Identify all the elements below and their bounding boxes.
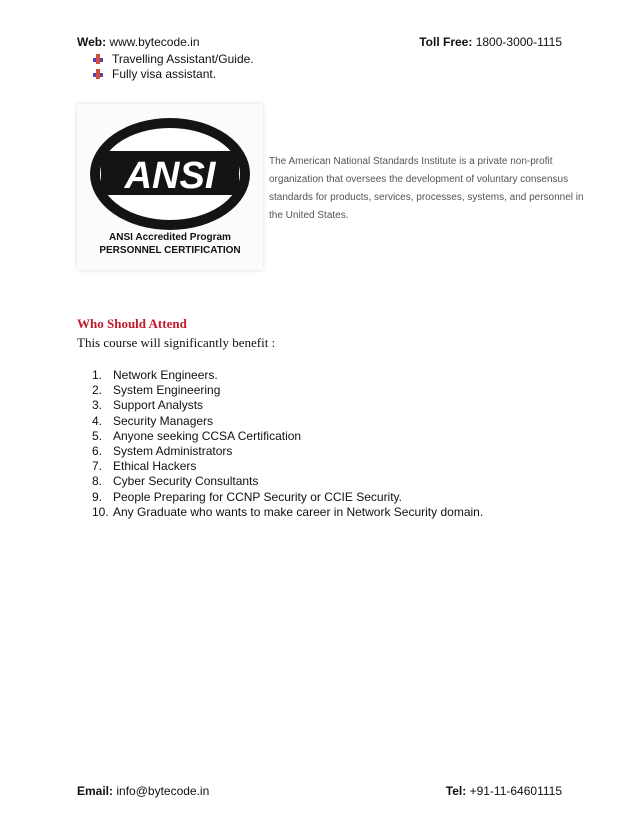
list-item xyxy=(92,398,483,413)
tel-number: +91-11-64601115 xyxy=(469,784,562,798)
bullet-item xyxy=(93,67,216,81)
logo-line1: ANSI Accredited Program xyxy=(109,232,231,243)
footer-tel xyxy=(446,784,562,798)
list-item-number: 9. xyxy=(92,489,103,504)
tel-label: Tel: xyxy=(445,784,467,798)
bullet-text: Fully visa assistant. xyxy=(112,67,217,81)
bullet-item xyxy=(93,52,254,66)
list-item xyxy=(92,414,483,429)
list-item-text: Network Engineers. xyxy=(113,368,218,382)
ansi-logo xyxy=(77,104,263,270)
list-item xyxy=(92,505,483,520)
list-item-text: System Engineering xyxy=(113,383,221,398)
list-item-text: Any Graduate who wants to make career in Network Security domain. xyxy=(113,504,484,519)
logo-line2: PERSONNEL CERTIFICATION xyxy=(99,245,241,256)
web-link[interactable]: www.bytecode.in xyxy=(109,35,200,49)
footer-email xyxy=(77,784,209,798)
ansi-logo-graphic xyxy=(77,104,263,270)
list-item xyxy=(92,383,483,398)
list-item xyxy=(92,368,483,383)
bullet-icon xyxy=(93,54,103,64)
list-item-number: 6. xyxy=(92,444,103,459)
list-item-number: 1. xyxy=(92,368,103,382)
section-intro: This course will significantly benefit : xyxy=(77,335,276,350)
list-item xyxy=(92,490,483,505)
audience-list xyxy=(92,368,483,520)
section-title: Who Should Attend xyxy=(77,316,187,331)
header-toll-free xyxy=(419,35,562,49)
ansi-description: The American National Standards Institute is a private non-profit organization that oversees the development of voluntary consensus standards for products, services, processes, systems, and personnel in the United States. xyxy=(269,156,584,221)
list-item xyxy=(92,444,483,459)
bullet-icon xyxy=(93,69,103,79)
list-item-number: 3. xyxy=(92,398,103,413)
email-link[interactable]: info@bytecode.in xyxy=(116,784,210,798)
list-item-text: Cyber Security Consultants xyxy=(113,474,259,489)
list-item-number: 2. xyxy=(92,383,103,398)
list-item-number: 7. xyxy=(92,459,103,474)
list-item-number: 4. xyxy=(92,413,103,428)
toll-free-number: 1800-3000-1115 xyxy=(475,35,562,49)
list-item-text: Anyone seeking CCSA Certification xyxy=(113,428,302,443)
list-item-number: 8. xyxy=(92,474,103,489)
toll-free-label: Toll Free: xyxy=(419,35,473,49)
logo-wordmark: ANSI xyxy=(124,155,216,197)
bullet-text: Travelling Assistant/Guide. xyxy=(112,52,254,66)
list-item-number: 5. xyxy=(92,428,103,443)
list-item-text: Ethical Hackers xyxy=(113,459,197,474)
list-item-text: People Preparing for CCNP Security or CCIE Security. xyxy=(113,489,403,504)
list-item-text: Security Managers xyxy=(113,413,214,428)
list-item xyxy=(92,474,483,489)
email-label: Email: xyxy=(77,784,114,798)
list-item-text: System Administrators xyxy=(113,444,233,459)
header-web xyxy=(77,35,200,49)
list-item-text: Support Analysts xyxy=(113,398,204,413)
list-item xyxy=(92,459,483,474)
list-item-number: 10. xyxy=(92,504,109,519)
list-item xyxy=(92,429,483,444)
web-label: Web: xyxy=(77,35,107,49)
